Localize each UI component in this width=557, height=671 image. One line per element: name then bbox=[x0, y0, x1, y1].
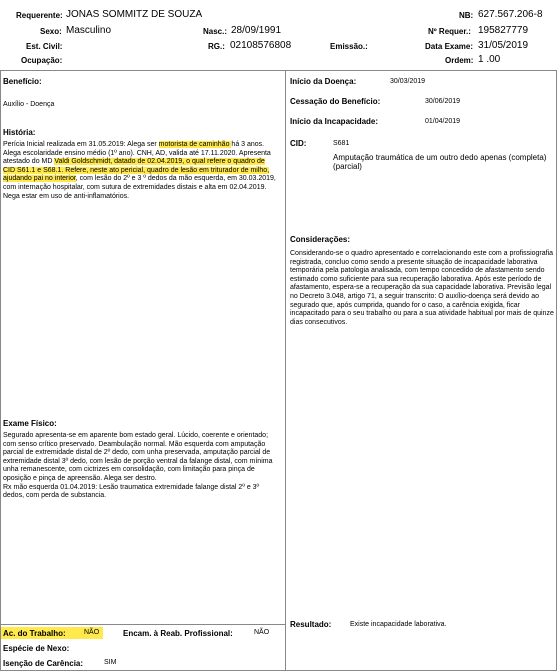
beneficio-label: Benefício: bbox=[3, 77, 42, 86]
historia-line: ajudando pai no interior, com lesão do 2º e 3 º dedos da mão esquerda, em 30.03.2019, bbox=[3, 175, 276, 183]
consideracoes-line: segurado que, após cumprida, quando for o caso, a carência exigida, ficar bbox=[290, 301, 520, 309]
consideracoes-line: estimado como suficiente para sua recuperação laborativa. Após este período de bbox=[290, 275, 542, 283]
historia-label: História: bbox=[3, 128, 36, 137]
actrabalho-value: NÃO bbox=[84, 629, 100, 636]
exame-line: extremidade distal 3º dedo, com lesão de porção ventral da falange distal, com mínima bbox=[3, 457, 273, 465]
consideracoes-line: no Decreto 3.048, artigo 71, a seguir transcrito: O auxílio-doença será devido ao bbox=[290, 292, 540, 300]
beneficio-value: Auxílio - Doença bbox=[3, 101, 55, 108]
left-bottom-divider bbox=[0, 624, 285, 625]
carencia-value: SIM bbox=[104, 659, 117, 666]
column-divider bbox=[285, 70, 286, 671]
dataexame-value: 31/05/2019 bbox=[478, 40, 529, 51]
exame-line: parcial de extremidade distal de 2º dedo, com unha preservada, amputação parcial de bbox=[3, 449, 271, 457]
cid-description-line1: Amputação traumática de um outro dedo apenas (completa) bbox=[333, 153, 547, 162]
historia-line: com internação hospitalar, com sutura de extremidades distais e alta em 02.04.2019. bbox=[3, 183, 267, 191]
exame-fisico-label: Exame Físico: bbox=[3, 419, 57, 428]
exame-line: dedos, com perda de substancia. bbox=[3, 492, 107, 500]
historia-line: Alega escolaridade ensino médio (1º ano). CNH, AD, valida até 17.11.2020. Apresenta bbox=[3, 149, 271, 157]
estcivil-label: Est. Civil: bbox=[26, 42, 63, 51]
emissao-label: Emissão.: bbox=[330, 42, 368, 51]
requerente-label: Requerente: bbox=[16, 11, 63, 20]
exame-line: com senso crítico preservado. Deambulação normal. Mão esquerda com amputação bbox=[3, 440, 266, 448]
consideracoes-text bbox=[290, 250, 554, 327]
inicio-incapacidade-label: Início da Incapacidade: bbox=[290, 117, 379, 126]
consideracoes-line: temporária pela patologia analisada, com tempo concedido de afastamento sendo bbox=[290, 267, 545, 275]
exame-line: unha remanescente, com cictrizes em consolidação, com limitação para pinça de bbox=[3, 466, 255, 474]
nexo-label: Espécie de Nexo: bbox=[3, 644, 70, 653]
encam-value: NÃO bbox=[254, 629, 270, 636]
exame-line: Segurado apresenta-se em aparente bom estado geral. Lúcido, coerente e orientado; bbox=[3, 432, 269, 439]
requerente-value: JONAS SOMMITZ DE SOUZA bbox=[66, 9, 203, 20]
inicio-doenca-label: Início da Doença: bbox=[290, 77, 357, 86]
consideracoes-line: Considerando-se o quadro apresentado e correlacionando este com a profissiografia bbox=[290, 250, 554, 257]
ordem-label: Ordem: bbox=[445, 56, 474, 65]
cessacao-label: Cessação do Benefício: bbox=[290, 97, 381, 106]
consideracoes-line: dias consecutivos. bbox=[290, 318, 348, 326]
inicio-doenca-value: 30/03/2019 bbox=[390, 78, 426, 85]
carencia-label: Isenção de Carência: bbox=[3, 659, 84, 668]
historia-line: Nega estar em uso de anti-inflamatórios. bbox=[3, 192, 130, 200]
inicio-incapacidade-value: 01/04/2019 bbox=[425, 118, 461, 125]
cessacao-value: 30/06/2019 bbox=[425, 98, 461, 105]
encam-label: Encam. à Reab. Profissional: bbox=[123, 629, 233, 638]
historia-line: atestado do MD Valdi Goldschmidt, datado de 02.04.2019, o qual refere o quadro de bbox=[3, 158, 265, 166]
exame-line: oposição e pinça de apreensão. Alega ser destro. bbox=[3, 474, 157, 482]
historia-line: CID S61.1 e S68.1. Refere, neste ato pericial, quadro de lesão em triturador de milho, bbox=[3, 166, 270, 174]
nasc-value: 28/09/1991 bbox=[231, 25, 282, 36]
requer-label: Nº Requer.: bbox=[428, 27, 471, 36]
resultado-value: Existe incapacidade laborativa. bbox=[350, 621, 447, 628]
consideracoes-line: afastamento, espera-se a recuperação da sua capacidade laborativa. Previsão legal bbox=[290, 284, 552, 292]
consideracoes-line: incapacitado para o seu trabalho ou para a sua atividade habitual por mais de quinze bbox=[290, 310, 554, 318]
rg-label: RG.: bbox=[208, 42, 225, 51]
ocupacao-label: Ocupação: bbox=[21, 56, 63, 65]
historia-line: Perícia Inicial realizada em 31.05.2019: Alega ser motorista de caminhão há 3 anos. bbox=[3, 141, 265, 148]
historia-text bbox=[3, 141, 276, 201]
cid-description-line2: (parcial) bbox=[333, 162, 362, 171]
requer-value: 195827779 bbox=[478, 25, 529, 36]
nasc-label: Nasc.: bbox=[203, 27, 228, 36]
nb-value: 627.567.206-8 bbox=[478, 9, 543, 20]
ordem-value: 1 .00 bbox=[478, 54, 501, 65]
dataexame-label: Data Exame: bbox=[425, 42, 474, 51]
consideracoes-label: Considerações: bbox=[290, 235, 351, 244]
nb-label: NB: bbox=[459, 11, 474, 20]
rg-value: 02108576808 bbox=[230, 40, 292, 51]
exame-fisico-text bbox=[3, 432, 272, 501]
resultado-label: Resultado: bbox=[290, 620, 332, 629]
sexo-label: Sexo: bbox=[40, 27, 62, 36]
cid-label: CID: bbox=[290, 139, 307, 148]
cid-code: S681 bbox=[333, 140, 350, 147]
consideracoes-line: registrada, concluo como sendo a presente situação de incapacidade laborativa bbox=[290, 258, 538, 266]
actrabalho-label: Ac. do Trabalho: bbox=[3, 629, 66, 638]
sexo-value: Masculino bbox=[66, 25, 112, 36]
exame-line: Rx mão esquerda 01.04.2019: Lesão traumatica extremidade falange distal 2º e 3º bbox=[3, 483, 260, 491]
